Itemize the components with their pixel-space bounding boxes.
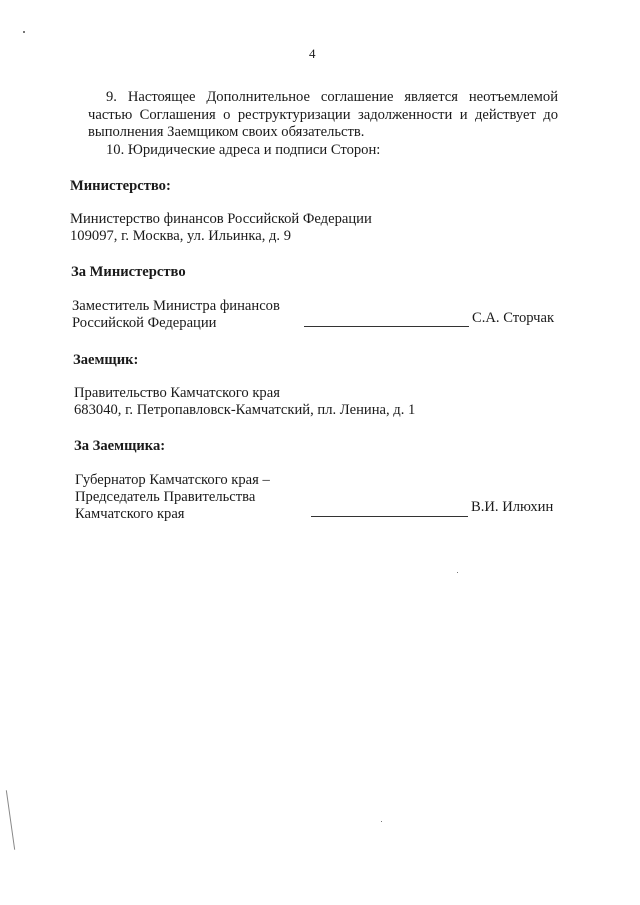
borrower-signatory-heading: За Заемщика: <box>74 438 166 454</box>
scan-speck <box>457 572 458 573</box>
ministry-address: 109097, г. Москва, ул. Ильинка, д. 9 <box>70 228 292 244</box>
ministry-signatory-title-1: Заместитель Министра финансов <box>72 298 280 314</box>
borrower-address: 683040, г. Петропавловск-Камчатский, пл. Ленина, д. 1 <box>74 402 416 418</box>
clause-10: 10. Юридические адреса и подписи Сторон: <box>106 142 381 158</box>
clause-9: 9. Настоящее Дополнительное соглашение является неотъемлемой частью Соглашения о реструктуризации задолженности и действует до выполнения Заемщиком своих обязательств. <box>88 89 558 140</box>
ministry-signer: С.А. Сторчак <box>472 310 555 326</box>
borrower-signatory-title-3: Камчатского края <box>75 506 185 522</box>
borrower-signer: В.И. Илюхин <box>471 499 554 515</box>
ministry-signature-line <box>304 326 469 327</box>
borrower-signature-line <box>311 516 468 517</box>
borrower-name: Правительство Камчатского края <box>74 385 280 401</box>
borrower-signatory-title-2: Председатель Правительства <box>75 489 256 505</box>
ministry-name: Министерство финансов Российской Федерации <box>70 211 372 227</box>
scan-speck <box>381 821 382 822</box>
ministry-heading: Министерство: <box>70 178 171 194</box>
ministry-signatory-heading: За Министерство <box>71 264 186 280</box>
scan-edge-mark <box>6 790 15 850</box>
scan-speck <box>23 31 25 33</box>
ministry-signatory-title-2: Российской Федерации <box>72 315 217 331</box>
page-number: 4 <box>309 46 316 61</box>
borrower-heading: Заемщик: <box>73 352 139 368</box>
borrower-signatory-title-1: Губернатор Камчатского края – <box>75 472 270 488</box>
